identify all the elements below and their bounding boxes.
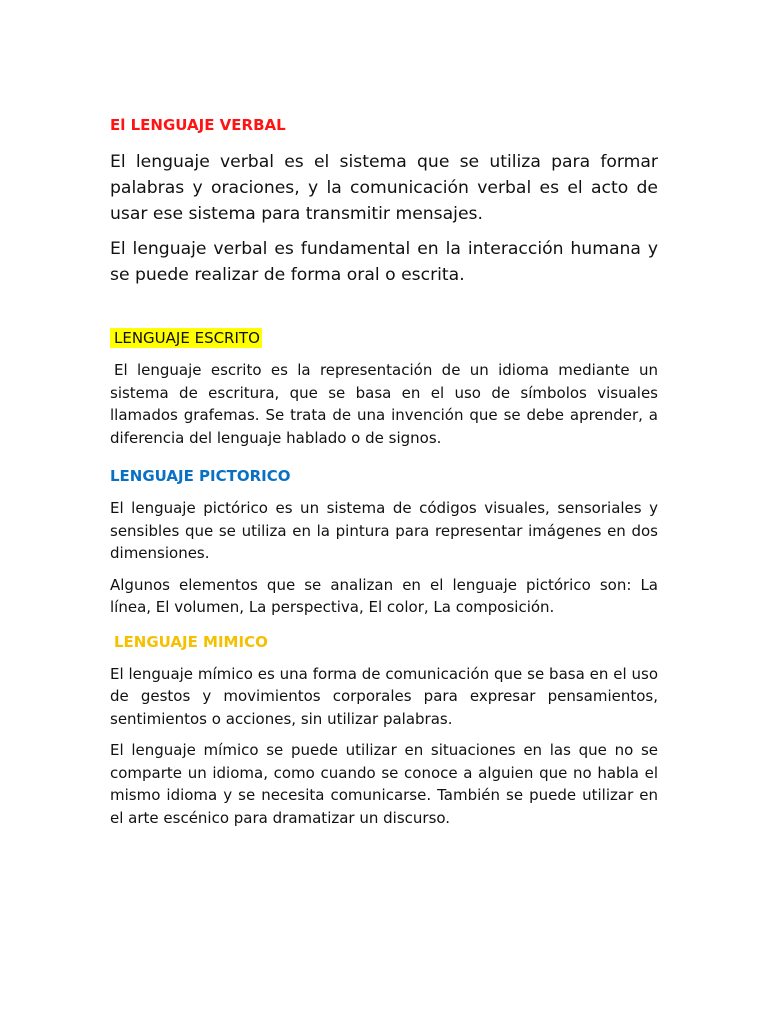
- paragraph-mimico-2: El lenguaje mímico se puede utilizar en situaciones en las que no se comparte un idioma, como cuando se conoce a alguien que no habla el mismo idioma y se necesita comunicarse. También se puede utilizar en el arte escénico para dramatizar un discurso.: [110, 741, 658, 827]
- paragraph-escrito-1: El lenguaje escrito es la representación de un idioma mediante un sistema de escritura, que se basa en el uso de símbolos visuales llamados grafemas. Se trata de una invención que se debe aprender, a diferencia del lenguaje hablado o de signos.: [110, 361, 658, 447]
- paragraph-verbal-2: El lenguaje verbal es fundamental en la interacción humana y se puede realizar de forma oral o escrita.: [110, 239, 658, 285]
- paragraph-pictorico-2: Algunos elementos que se analizan en el lenguaje pictórico son: La línea, El volumen, La perspectiva, El color, La composición.: [110, 575, 658, 616]
- paragraph-mimico-1: El lenguaje mímico es una forma de comunicación que se basa en el uso de gestos y movimientos corporales para expresar pensamientos, sentimientos o acciones, sin utilizar palabras.: [110, 664, 658, 728]
- heading-lenguaje-verbal: El LENGUAJE VERBAL: [110, 116, 286, 134]
- heading-lenguaje-pictorico: LENGUAJE PICTORICO: [110, 467, 291, 485]
- heading-lenguaje-mimico: LENGUAJE MIMICO: [114, 632, 268, 651]
- document-body: [110, 113, 658, 838]
- heading-lenguaje-escrito: LENGUAJE ESCRITO: [110, 328, 262, 348]
- paragraph-pictorico-1: El lenguaje pictórico es un sistema de códigos visuales, sensoriales y sensibles que se utiliza en la pintura para representar imágenes en dos dimensiones.: [110, 499, 658, 562]
- paragraph-verbal-1: El lenguaje verbal es el sistema que se utiliza para formar palabras y oraciones, y la comunicación verbal es el acto de usar ese sistema para transmitir mensajes.: [110, 152, 658, 224]
- heading-lenguaje-escrito-wrap: [110, 327, 658, 349]
